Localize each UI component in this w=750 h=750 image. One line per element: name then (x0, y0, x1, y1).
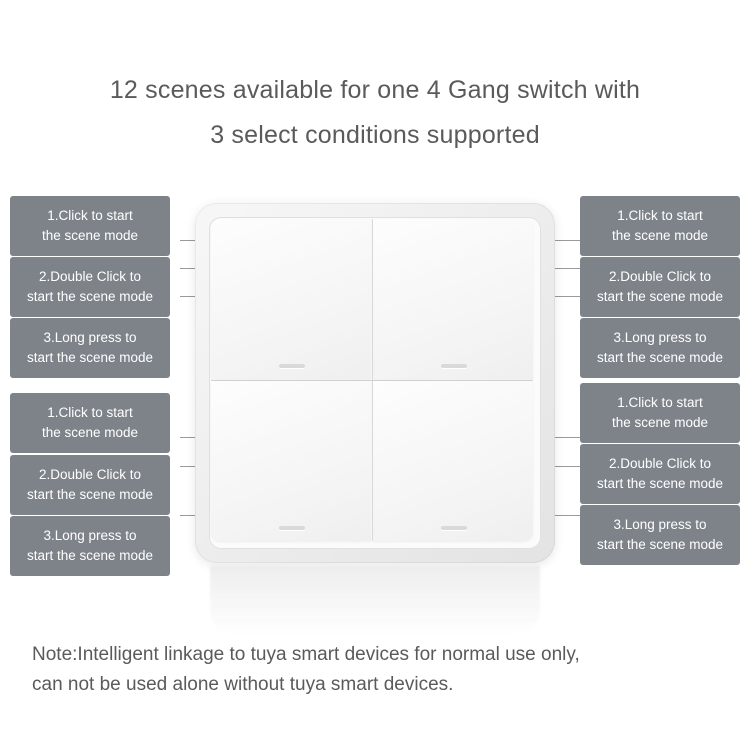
led-indicator-bottom-right (441, 526, 467, 530)
callout-line-1: 2.Double Click to (608, 456, 712, 471)
callout-line-1: 1.Click to start (617, 395, 703, 410)
callout-line-1: 3.Long press to (613, 330, 707, 345)
switch-faceplate (195, 203, 555, 563)
footer-note-line-1: Note:Intelligent linkage to tuya smart devices for normal use only, (32, 644, 580, 665)
callout-line-2: start the scene mode (26, 289, 154, 304)
callout-line-1: 1.Click to start (617, 208, 703, 223)
key-seam-horizontal (211, 380, 533, 381)
callout-line-1: 2.Double Click to (38, 269, 142, 284)
led-indicator-top-right (441, 364, 467, 368)
callout-bottom-right-long (580, 505, 740, 565)
callout-top-left-long (10, 318, 170, 378)
callout-line-2: start the scene mode (26, 350, 154, 365)
led-indicator-top-left (279, 364, 305, 368)
callout-line-2: start the scene mode (26, 487, 154, 502)
callout-line-2: start the scene mode (596, 537, 724, 552)
device-reflection (210, 566, 540, 636)
callout-bottom-left-double (10, 455, 170, 515)
switch-key-bottom-right[interactable] (373, 381, 533, 541)
switch-key-area (209, 217, 541, 549)
page-title-line-2: 3 select conditions supported (210, 121, 540, 149)
wall-switch-device (195, 203, 555, 563)
page-title (0, 68, 750, 158)
callout-line-1: 2.Double Click to (608, 269, 712, 284)
callout-bottom-right-double (580, 444, 740, 504)
callout-line-2: start the scene mode (596, 476, 724, 491)
callout-line-1: 3.Long press to (613, 517, 707, 532)
callout-bottom-left-click (10, 393, 170, 453)
switch-key-top-right[interactable] (373, 219, 533, 379)
callout-line-1: 1.Click to start (47, 208, 133, 223)
callout-line-1: 1.Click to start (47, 405, 133, 420)
callout-top-right-click (580, 196, 740, 256)
callout-top-left-double (10, 257, 170, 317)
callout-line-1: 3.Long press to (43, 330, 137, 345)
callout-line-1: 3.Long press to (43, 528, 137, 543)
led-indicator-bottom-left (279, 526, 305, 530)
callout-line-2: the scene mode (41, 425, 139, 440)
switch-key-top-left[interactable] (211, 219, 371, 379)
callout-bottom-left-long (10, 516, 170, 576)
footer-note-line-2: can not be used alone without tuya smart devices. (32, 674, 454, 695)
callout-line-2: the scene mode (41, 228, 139, 243)
callout-line-1: 2.Double Click to (38, 467, 142, 482)
callout-line-2: start the scene mode (596, 289, 724, 304)
callout-line-2: start the scene mode (26, 548, 154, 563)
switch-key-bottom-left[interactable] (211, 381, 371, 541)
callout-top-right-long (580, 318, 740, 378)
callout-bottom-right-click (580, 383, 740, 443)
callout-line-2: start the scene mode (596, 350, 724, 365)
callout-line-2: the scene mode (611, 415, 709, 430)
callout-line-2: the scene mode (611, 228, 709, 243)
callout-top-right-double (580, 257, 740, 317)
page-title-line-1: 12 scenes available for one 4 Gang switch with (109, 76, 641, 104)
footer-note (32, 640, 722, 700)
callout-top-left-click (10, 196, 170, 256)
